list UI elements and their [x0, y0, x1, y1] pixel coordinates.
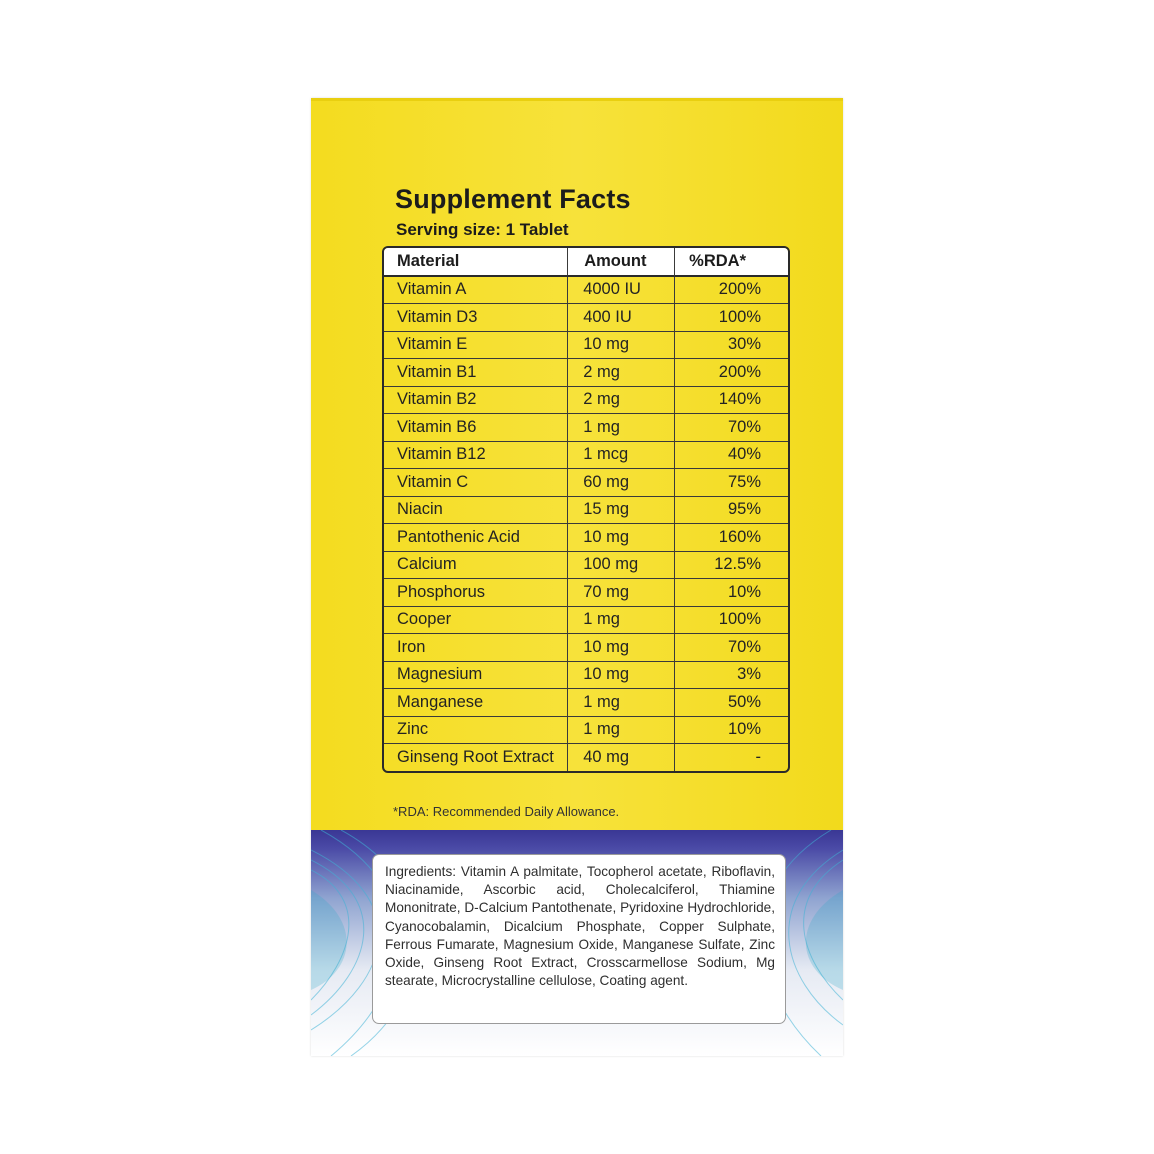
amount-cell: 10 mg — [568, 634, 675, 662]
rda-cell: 100% — [675, 607, 788, 635]
rda-cell: - — [755, 747, 761, 766]
material-cell: Vitamin B2 — [384, 387, 568, 415]
rda-cell: 100% — [675, 304, 788, 332]
amount-cell: 1 mg — [568, 717, 675, 745]
amount-cell: 1 mg — [568, 414, 675, 442]
amount-cell: 2 mg — [568, 387, 675, 415]
amount-cell: 15 mg — [568, 497, 675, 525]
table-row — [384, 744, 788, 771]
table-row — [384, 634, 788, 662]
header-material: Material — [384, 248, 568, 277]
table-header-row — [384, 248, 788, 277]
amount-cell: 1 mcg — [568, 442, 675, 470]
table-row — [384, 524, 788, 552]
supplement-facts-title: Supplement Facts — [395, 184, 631, 214]
amount-cell: 10 mg — [568, 332, 675, 360]
material-cell: Vitamin E — [384, 332, 568, 360]
amount-cell: 1 mg — [568, 607, 675, 635]
rda-cell: 30% — [675, 332, 788, 360]
table-row — [384, 387, 788, 415]
rda-cell: 50% — [675, 689, 788, 717]
material-cell: Vitamin A — [384, 277, 568, 305]
table-row — [384, 442, 788, 470]
table-row — [384, 689, 788, 717]
table-row — [384, 304, 788, 332]
table-row — [384, 607, 788, 635]
amount-cell: 40 mg — [568, 744, 675, 771]
supplement-facts-table — [382, 246, 790, 773]
amount-cell: 10 mg — [568, 662, 675, 690]
amount-cell: 10 mg — [568, 524, 675, 552]
material-cell: Pantothenic Acid — [384, 524, 568, 552]
amount-cell: 1 mg — [568, 689, 675, 717]
material-cell: Vitamin B6 — [384, 414, 568, 442]
material-cell: Phosphorus — [384, 579, 568, 607]
rda-cell: 3% — [675, 662, 788, 690]
material-cell: Calcium — [384, 552, 568, 580]
material-cell: Cooper — [384, 607, 568, 635]
table-row — [384, 359, 788, 387]
rda-cell: 200% — [675, 359, 788, 387]
amount-cell: 4000 IU — [568, 277, 675, 305]
serving-size: Serving size: 1 Tablet — [396, 220, 569, 239]
rda-cell: 10% — [675, 579, 788, 607]
table-row — [384, 332, 788, 360]
material-cell: Vitamin C — [384, 469, 568, 497]
header-rda: %RDA* — [675, 248, 788, 277]
material-cell: Iron — [384, 634, 568, 662]
table-row — [384, 579, 788, 607]
rda-cell: 160% — [675, 524, 788, 552]
material-cell: Niacin — [384, 497, 568, 525]
material-cell: Ginseng Root Extract — [384, 744, 568, 771]
amount-cell: 100 mg — [568, 552, 675, 580]
table-row — [384, 414, 788, 442]
box-top-edge — [311, 98, 843, 101]
material-cell: Vitamin D3 — [384, 304, 568, 332]
table-row — [384, 277, 788, 305]
table-row — [384, 552, 788, 580]
rda-cell: 10% — [675, 717, 788, 745]
material-cell: Magnesium — [384, 662, 568, 690]
material-cell: Vitamin B1 — [384, 359, 568, 387]
amount-cell: 400 IU — [568, 304, 675, 332]
table-row — [384, 497, 788, 525]
material-cell: Manganese — [384, 689, 568, 717]
header-amount: Amount — [568, 248, 675, 277]
rda-cell: 95% — [675, 497, 788, 525]
material-cell: Vitamin B12 — [384, 442, 568, 470]
amount-cell: 70 mg — [568, 579, 675, 607]
rda-cell: 70% — [675, 634, 788, 662]
rda-footnote: *RDA: Recommended Daily Allowance. — [393, 804, 620, 819]
rda-cell: 70% — [675, 414, 788, 442]
table-body — [384, 277, 788, 771]
material-cell: Zinc — [384, 717, 568, 745]
ingredients-panel: Ingredients: Vitamin A palmitate, Tocopherol acetate, Riboflavin, Niacinamide, Ascorbic acid, Cholecalciferol, Thiamine Mononitrate, D-Calcium Pantothenate, Pyridoxine Hydrochloride, Cyanocobalamin, Dicalcium Phosphate, Copper Sulphate, Ferrous Fumarate, Magnesium Oxide, Manganese Sulfate, Zinc Oxide, Ginseng Root Extract, Crosscarmellose Sodium, Mg stearate, Microcrystalline cellulose, Coating agent. — [372, 854, 786, 1024]
rda-cell: 12.5% — [675, 552, 788, 580]
rda-cell: 75% — [675, 469, 788, 497]
rda-cell: 200% — [675, 277, 788, 305]
table-row — [384, 469, 788, 497]
rda-cell: 140% — [675, 387, 788, 415]
product-box-panel — [311, 98, 843, 1056]
amount-cell: 60 mg — [568, 469, 675, 497]
table-row — [384, 717, 788, 745]
amount-cell: 2 mg — [568, 359, 675, 387]
table-row — [384, 662, 788, 690]
rda-cell: 40% — [675, 442, 788, 470]
